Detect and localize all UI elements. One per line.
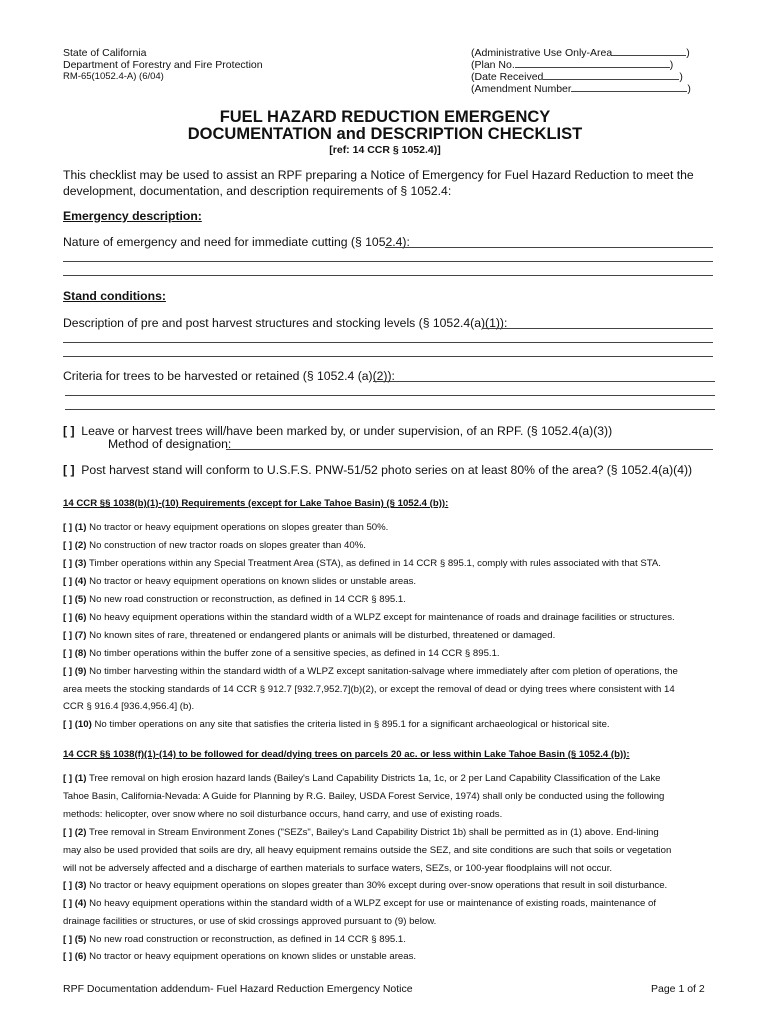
criteria-line-1[interactable] <box>373 381 715 382</box>
b-item-9-cont-1: area meets the stocking standards of 14 CCR § 912.7 [932.7,952.7](b)(2), or except the removal of dead or dying trees where consistent with 14 <box>63 684 675 695</box>
form-number: RM-65(1052.4-A) (6/04) <box>63 71 164 82</box>
footer-page-number: Page 1 of 2 <box>651 983 705 995</box>
nature-label: Nature of emergency and need for immediate cutting (§ 1052.4): <box>63 235 410 249</box>
stand-description-line-1[interactable] <box>483 328 713 329</box>
criteria-label: Criteria for trees to be harvested or retained (§ 1052.4 (a)(2)): <box>63 369 395 383</box>
b-item-3 <box>63 558 661 569</box>
stand-heading: Stand conditions: <box>63 289 166 303</box>
plan-no-label: (Plan No. <box>471 59 515 71</box>
b-item-6 <box>63 612 675 623</box>
f-item-4-cont-1: drainage facilities or structures, or use of skid crossings approved pursuant to (9) below. <box>63 916 437 927</box>
amendment-number-label: (Amendment Number <box>471 83 572 95</box>
b-item-4 <box>63 576 416 587</box>
b-item-2-text: No construction of new tractor roads on slopes greater than 40%. <box>89 540 366 551</box>
marked-trees-label: Leave or harvest trees will/have been marked by, or under supervision, of an RPF. (§ 1052.4(a)(3)) <box>81 424 613 438</box>
post-harvest-label: Post harvest stand will conform to U.S.F.S. PNW-51/52 photo series on at least 80% of the area? (§ 1052.4(a)(4)) <box>81 463 693 477</box>
b-item-9 <box>63 666 678 677</box>
b-item-6-text: No heavy equipment operations within the standard width of a WLPZ except for maintenance of roads and drainage facilities or structures. <box>89 612 675 623</box>
f-item-6 <box>63 951 416 962</box>
f-item-4-checkbox[interactable]: [ ] <box>63 898 73 909</box>
f-item-3-text: No tractor or heavy equipment operations on slopes greater than 30% except during over-snow operations that result in soil disturbance. <box>89 880 668 891</box>
admin-area-field[interactable] <box>471 47 691 59</box>
admin-area-close: ) <box>686 47 690 59</box>
date-received-field[interactable] <box>471 71 691 83</box>
b-item-7-num: (7) <box>74 630 87 641</box>
f-item-2-cont-2: will not be adversely affected and a discharge of earthen materials to surface waters, SEZs, or 100-year floodplains will not occur. <box>63 863 613 874</box>
section-1038f-heading: 14 CCR §§ 1038(f)(1)-(14) to be followed for dead/dying trees on parcels 20 ac. or less within Lake Tahoe Basin (§ 1052.4 (b)): <box>63 749 630 760</box>
intro-line-1: This checklist may be used to assist an RPF preparing a Notice of Emergency for Fuel Hazard Reduction to meet the <box>63 168 694 182</box>
b-item-1 <box>63 522 388 533</box>
f-item-2-cont-1: may also be used provided that soils are dry, all heavy equipment remains outside the SEZ, and site conditions are such that soils or vegetation <box>63 845 672 856</box>
post-harvest-row <box>63 463 692 477</box>
b-item-1-checkbox[interactable]: [ ] <box>63 522 73 533</box>
b-item-6-num: (6) <box>74 612 87 623</box>
b-item-8-checkbox[interactable]: [ ] <box>63 648 73 659</box>
post-harvest-checkbox[interactable]: [ ] <box>63 463 75 477</box>
f-item-3 <box>63 880 667 891</box>
f-item-4-num: (4) <box>74 898 87 909</box>
b-item-9-num: (9) <box>74 666 87 677</box>
f-item-2-checkbox[interactable]: [ ] <box>63 827 73 838</box>
criteria-line-2[interactable] <box>65 395 715 396</box>
b-item-8-num: (8) <box>74 648 87 659</box>
intro-line-2: development, documentation, and description requirements of § 1052.4: <box>63 184 452 198</box>
plan-no-field[interactable] <box>471 59 691 71</box>
method-designation-line[interactable] <box>226 449 713 450</box>
b-item-5-text: No new road construction or reconstruction, as defined in 14 CCR § 895.1. <box>89 594 406 605</box>
b-item-4-checkbox[interactable]: [ ] <box>63 576 73 587</box>
b-item-9-checkbox[interactable]: [ ] <box>63 666 73 677</box>
b-item-2-checkbox[interactable]: [ ] <box>63 540 73 551</box>
b-item-7 <box>63 630 555 641</box>
b-item-8 <box>63 648 500 659</box>
f-item-3-checkbox[interactable]: [ ] <box>63 880 73 891</box>
f-item-5-num: (5) <box>74 934 87 945</box>
f-item-4-text: No heavy equipment operations within the standard width of a WLPZ except for use or maintenance of existing roads, maintenance of <box>89 898 657 909</box>
f-item-1-num: (1) <box>74 773 87 784</box>
f-item-5-checkbox[interactable]: [ ] <box>63 934 73 945</box>
b-item-1-text: No tractor or heavy equipment operations on slopes greater than 50%. <box>89 522 389 533</box>
admin-use-block <box>471 47 691 95</box>
date-received-label: (Date Received <box>471 71 544 83</box>
f-item-1 <box>63 773 661 784</box>
nature-input-line-2[interactable] <box>63 261 713 262</box>
plan-no-close: ) <box>669 59 674 71</box>
section-1038b-heading: 14 CCR §§ 1038(b)(1)-(10) Requirements (except for Lake Tahoe Basin) (§ 1052.4 (b)): <box>63 498 449 509</box>
f-item-2-num: (2) <box>74 827 87 838</box>
b-item-3-checkbox[interactable]: [ ] <box>63 558 73 569</box>
document-reference: [ref: 14 CCR § 1052.4)] <box>329 144 441 156</box>
marked-trees-row <box>63 424 612 438</box>
f-item-6-checkbox[interactable]: [ ] <box>63 951 73 962</box>
date-received-close: ) <box>679 71 683 83</box>
b-item-1-num: (1) <box>74 522 87 533</box>
b-item-10-num: (10) <box>74 719 92 730</box>
b-item-10 <box>63 719 610 730</box>
b-item-4-num: (4) <box>74 576 87 587</box>
document-title-line2: DOCUMENTATION and DESCRIPTION CHECKLIST <box>187 125 583 143</box>
agency-department: Department of Forestry and Fire Protection <box>63 59 263 71</box>
stand-description-line-3[interactable] <box>63 356 713 357</box>
b-item-6-checkbox[interactable]: [ ] <box>63 612 73 623</box>
nature-input-line-3[interactable] <box>63 275 713 276</box>
b-item-5 <box>63 594 406 605</box>
b-item-3-num: (3) <box>74 558 87 569</box>
marked-trees-checkbox[interactable]: [ ] <box>63 424 75 438</box>
emergency-heading: Emergency description: <box>63 209 202 223</box>
b-item-10-checkbox[interactable]: [ ] <box>63 719 73 730</box>
f-item-6-text: No tractor or heavy equipment operations on known slides or unstable areas. <box>89 951 417 962</box>
amendment-number-close: ) <box>687 83 691 95</box>
amendment-number-field[interactable] <box>471 83 691 95</box>
b-item-9-cont-2: CCR § 916.4 [936.4,956.4] (b). <box>63 701 195 712</box>
stand-description-line-2[interactable] <box>63 342 713 343</box>
b-item-9-text: No timber harvesting within the standard width of a WLPZ except sanitation-salvage where immediately after com pletion of operations, the <box>89 666 678 677</box>
b-item-2 <box>63 540 366 551</box>
b-item-2-num: (2) <box>74 540 87 551</box>
criteria-line-3[interactable] <box>65 409 715 410</box>
f-item-4 <box>63 898 656 909</box>
f-item-3-num: (3) <box>74 880 87 891</box>
f-item-1-cont-1: Tahoe Basin, California-Nevada: A Guide for Planning by R.G. Bailey, USDA Forest Service, 1974) shall only be conducted using the following <box>63 791 665 802</box>
b-item-5-num: (5) <box>74 594 87 605</box>
f-item-1-cont-2: methods: helicopter, over snow where no soil disturbance occurs, hand carry, and use of existing roads. <box>63 809 503 820</box>
agency-block <box>63 47 263 83</box>
b-item-4-text: No tractor or heavy equipment operations on known slides or unstable areas. <box>89 576 417 587</box>
b-item-7-checkbox[interactable]: [ ] <box>63 630 73 641</box>
f-item-1-text: Tree removal on high erosion hazard lands (Bailey's Land Capability Districts 1a, 1c, or 2 per Land Capability Classification of the Lake <box>88 773 661 784</box>
b-item-10-text: No timber operations on any site that satisfies the criteria listed in § 895.1 for a significant archaeological or historical site. <box>94 719 610 730</box>
f-item-6-num: (6) <box>74 951 87 962</box>
f-item-5 <box>63 934 406 945</box>
admin-area-label: (Administrative Use Only-Area <box>471 47 613 59</box>
stand-description-label: Description of pre and post harvest structures and stocking levels (§ 1052.4(a)(1)): <box>63 316 508 330</box>
b-item-8-text: No timber operations within the buffer zone of a sensitive species, as defined in 14 CCR § 895.1. <box>89 648 500 659</box>
footer-document-name: RPF Documentation addendum- Fuel Hazard Reduction Emergency Notice <box>63 983 413 995</box>
document-title-line1: FUEL HAZARD REDUCTION EMERGENCY <box>219 108 551 126</box>
f-item-2-text: Tree removal in Stream Environment Zones ("SEZs", Bailey's Land Capability District 1b) shall be permitted as in (1) above. End-lining <box>88 827 659 838</box>
b-item-3-text: Timber operations within any Special Treatment Area (STA), as defined in 14 CCR § 895.1, comply with rules associated with that STA. <box>88 558 661 569</box>
b-item-7-text: No known sites of rare, threatened or endangered plants or animals will be disturbed, threatened or damaged. <box>89 630 556 641</box>
f-item-1-checkbox[interactable]: [ ] <box>63 773 73 784</box>
f-item-5-text: No new road construction or reconstruction, as defined in 14 CCR § 895.1. <box>89 934 406 945</box>
nature-input-line-1[interactable] <box>385 247 713 248</box>
method-designation-label: Method of designation: <box>108 437 232 451</box>
agency-state: State of California <box>63 47 147 59</box>
b-item-5-checkbox[interactable]: [ ] <box>63 594 73 605</box>
f-item-2 <box>63 827 659 838</box>
